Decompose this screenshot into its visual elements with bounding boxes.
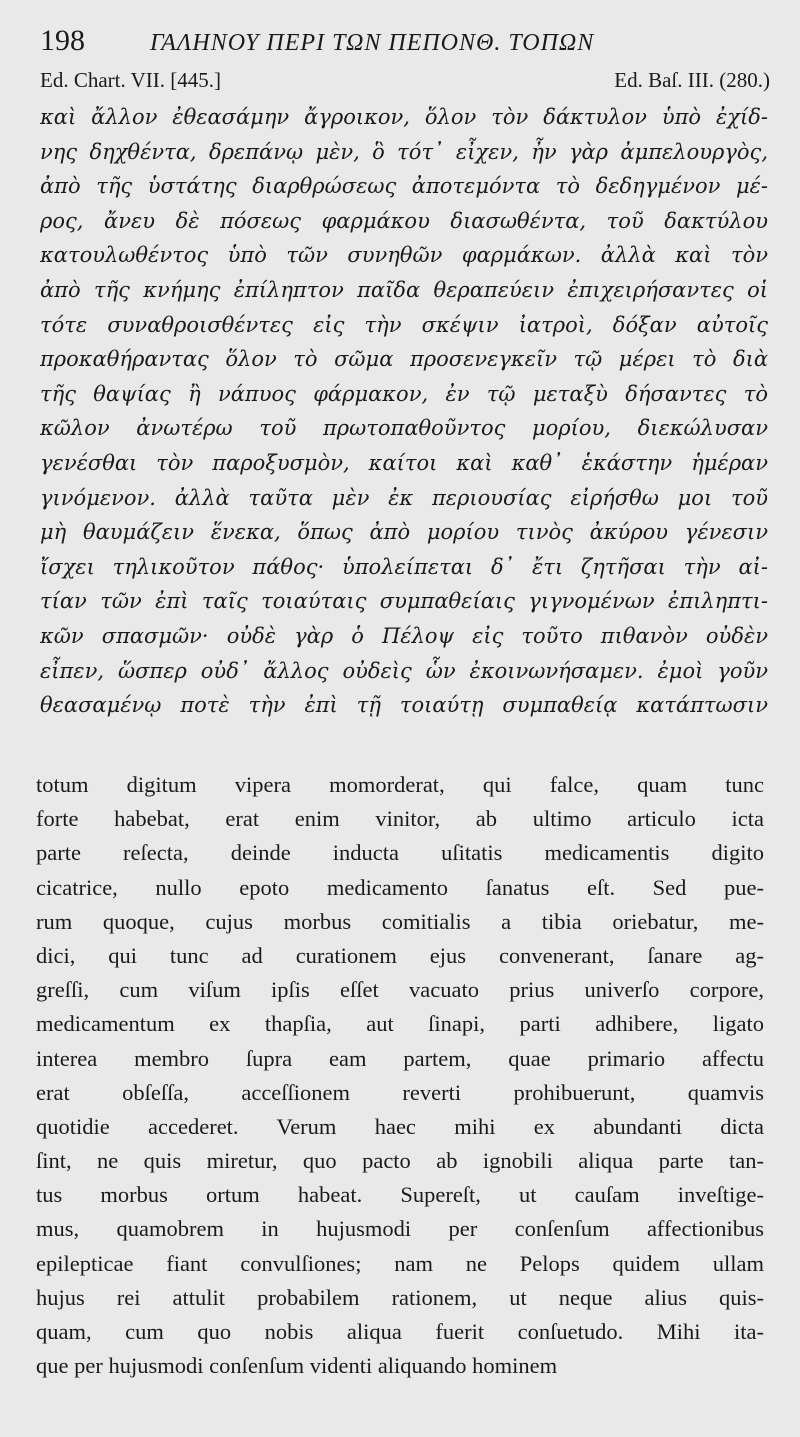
greek-line: εἶπεν, ὥσπερ οὐδ᾽ ἄλλος οὐδεὶς ὧν ἐκοινωνήσαμεν. ἐμοὶ γοῦν [40,658,768,683]
page-number: 198 [40,24,85,57]
greek-line: ἴσχει τηλικοῦτον πάθος· ὑπολείπεται δ᾽ ἔτι ζητῆσαι τὴν αἰ- [40,554,768,579]
greek-line: ἀπὸ τῆς κνήμης ἐπίληπτον παῖδα θεραπεύειν ἐπιχειρήσαντες οἱ [40,277,768,302]
latin-line: dici, qui tunc ad curationem ejus convenerant, ſanare ag- [36,942,764,968]
latin-line: epilepticae fiant convulſiones; nam ne Pelops quidem ullam [36,1250,764,1276]
latin-line: ſint, ne quis miretur, quo pacto ab ignobili aliqua parte tan- [36,1148,764,1174]
latin-line: tus morbus ortum habeat. Supereſt, ut cauſam inveſtige- [36,1182,764,1208]
greek-line: κῶλον ἀνωτέρω τοῦ πρωτοπαθοῦντος μορίου, διεκώλυσαν [40,416,768,441]
latin-line: hujus rei attulit probabilem rationem, ut neque alius quis- [36,1284,764,1310]
greek-line: ρος, ἄνευ δὲ πόσεως φαρμάκου διασωθέντα, τοῦ δακτύλου [40,208,768,233]
latin-line: que per hujusmodi conſenſum videnti aliquando hominem [36,1353,558,1379]
greek-line: τίαν τῶν ἐπὶ ταῖς τοιαύταις συμπαθείαις γιγνομένων ἐπιληπτι- [40,589,768,614]
greek-line: κατουλωθέντος ὑπὸ τῶν συνηθῶν φαρμάκων. ἀλλὰ καὶ τὸν [40,243,768,268]
greek-line: μὴ θαυμάζειν ἕνεκα, ὅπως ἀπὸ μορίου τινὸς ἀκύρου γένεσιν [40,520,768,545]
greek-line: νης δηχθέντα, δρεπάνῳ μὲν, ὃ τότ᾽ εἶχεν, ἦν γὰρ ἀμπελουργὸς, [40,139,768,164]
greek-text-block [40,100,768,723]
latin-line: mus, quamobrem in hujusmodi per conſenſum affectionibus [36,1216,764,1242]
latin-text-block [36,768,764,1383]
edition-basel-ref: Ed. Baſ. III. (280.) [614,68,770,92]
latin-line: erat obſeſſa, acceſſionem reverti prohibuerunt, quamvis [36,1079,764,1105]
latin-line: forte habebat, erat enim vinitor, ab ultimo articulo icta [36,806,764,832]
latin-line: rum quoque, cujus morbus comitialis a tibia oriebatur, me- [36,908,764,934]
greek-line: θεασαμένῳ ποτὲ τὴν ἐπὶ τῇ τοιαύτῃ συμπαθείᾳ κατάπτωσιν [40,693,768,718]
latin-line: cicatrice, nullo epoto medicamento ſanatus eſt. Sed pue- [36,874,764,900]
edition-chartier-ref: Ed. Chart. VII. [445.] [40,68,221,92]
greek-line: γενέσθαι τὸν παροξυσμὸν, καίτοι καὶ καθ᾽ ἑκάστην ἡμέραν [40,450,768,475]
running-head [40,24,780,64]
greek-line: καὶ ἄλλον ἐθεασάμην ἄγροικον, ὅλον τὸν δάκτυλον ὑπὸ ἐχίδ- [40,105,768,129]
latin-line: quotidie accederet. Verum haec mihi ex abundanti dicta [36,1113,764,1139]
latin-line: quam, cum quo nobis aliqua fuerit conſuetudo. Mihi ita- [36,1319,764,1344]
greek-line: ἀπὸ τῆς ὑστάτης διαρθρώσεως ἀποτεμόντα τὸ δεδηγμένον μέ- [40,174,768,199]
latin-line: parte reſecta, deinde inducta uſitatis medicamentis digito [36,840,764,866]
edition-reference-line [40,68,770,98]
running-title: ΓΑΛΗΝΟΥ ΠΕΡΙ ΤΩΝ ΠΕΠΟΝΘ. ΤΟΠΩΝ [150,30,595,56]
latin-line: medicamentum ex thapſia, aut ſinapi, parti adhibere, ligato [36,1011,764,1037]
greek-line: προκαθήραντας ὅλον τὸ σῶμα προσενεγκεῖν τῷ μέρει τὸ διὰ [40,347,768,372]
greek-line: τότε συναθροισθέντες εἰς τὴν σκέψιν ἰατροὶ, δόξαν αὐτοῖς [40,312,768,337]
greek-line: κῶν σπασμῶν· οὐδὲ γὰρ ὁ Πέλοψ εἰς τοῦτο πιθανὸν οὐδὲν [40,623,768,648]
latin-line: interea membro ſupra eam partem, quae primario affectu [36,1045,764,1071]
latin-line: totum digitum vipera momorderat, qui falce, quam tunc [36,772,764,797]
greek-line: τῆς θαψίας ἢ νάπυος φάρμακον, ἐν τῷ μεταξὺ δήσαντες τὸ [40,381,768,406]
greek-line: γινόμενον. ἀλλὰ ταῦτα μὲν ἐκ περιουσίας εἰρήσθω μοι τοῦ [40,485,768,510]
latin-line: greſſi, cum viſum ipſis eſſet vacuato prius univerſo corpore, [36,977,764,1003]
